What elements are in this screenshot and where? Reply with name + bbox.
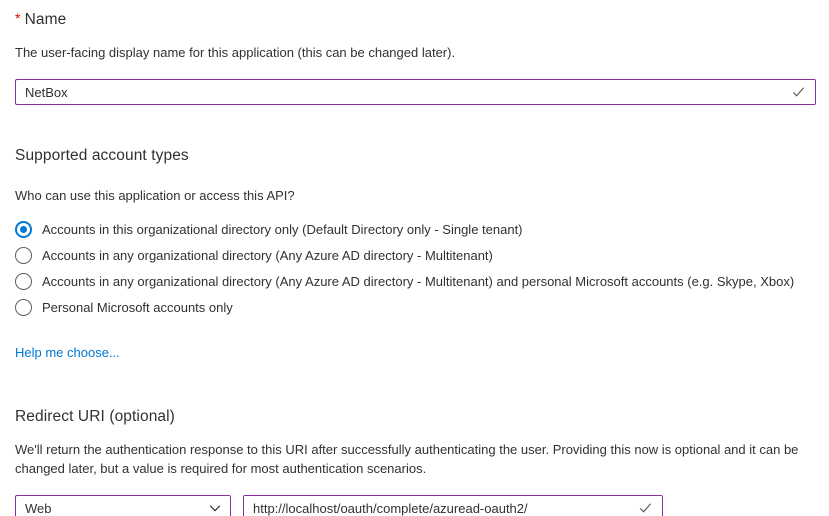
name-description: The user-facing display name for this application (this can be changed later). [15, 45, 456, 60]
name-section-title-text: Name [24, 11, 67, 28]
account-type-option-multitenant-personal[interactable] [15, 268, 816, 294]
account-type-option-multitenant[interactable] [15, 242, 816, 268]
platform-selected-value: Web [25, 500, 52, 516]
radio-selected-icon[interactable] [15, 221, 32, 238]
name-section [15, 10, 816, 105]
radio-unselected-icon[interactable] [15, 299, 32, 316]
account-types-question: Who can use this application or access this API? [15, 188, 295, 203]
name-input[interactable] [15, 79, 816, 105]
checkmark-icon [638, 501, 653, 516]
name-section-title [15, 10, 816, 29]
redirect-uri-title: Redirect URI (optional) [15, 408, 175, 425]
checkmark-icon [791, 85, 806, 100]
account-type-option-single-tenant[interactable] [15, 216, 816, 242]
redirect-uri-section [15, 408, 816, 516]
name-input-value: NetBox [25, 84, 68, 100]
radio-option-label: Accounts in this organizational directory only (Default Directory only - Single tenant) [42, 221, 523, 237]
redirect-uri-description: We'll return the authentication response to this URI after successfully authenticating the user. Providing this now is optional and it can be changed later, but a value is required for most authentication scenarios. [15, 442, 799, 476]
radio-unselected-icon[interactable] [15, 273, 32, 290]
account-types-section [15, 147, 816, 362]
chevron-down-icon [208, 501, 222, 515]
redirect-uri-value: http://localhost/oauth/complete/azuread-oauth2/ [253, 500, 528, 516]
redirect-uri-row [15, 495, 816, 516]
help-me-choose-link[interactable]: Help me choose... [15, 345, 120, 360]
radio-option-label: Accounts in any organizational directory (Any Azure AD directory - Multitenant) and personal Microsoft accounts (e.g. Skype, Xbox) [42, 273, 795, 289]
account-types-radio-group [15, 216, 816, 320]
radio-option-label: Personal Microsoft accounts only [42, 299, 233, 315]
account-type-option-personal-only[interactable] [15, 294, 816, 320]
radio-option-label: Accounts in any organizational directory (Any Azure AD directory - Multitenant) [42, 247, 493, 263]
redirect-uri-input[interactable] [243, 495, 663, 516]
radio-unselected-icon[interactable] [15, 247, 32, 264]
platform-select-dropdown[interactable] [15, 495, 231, 516]
account-types-title: Supported account types [15, 147, 189, 164]
required-asterisk: * [15, 10, 21, 26]
